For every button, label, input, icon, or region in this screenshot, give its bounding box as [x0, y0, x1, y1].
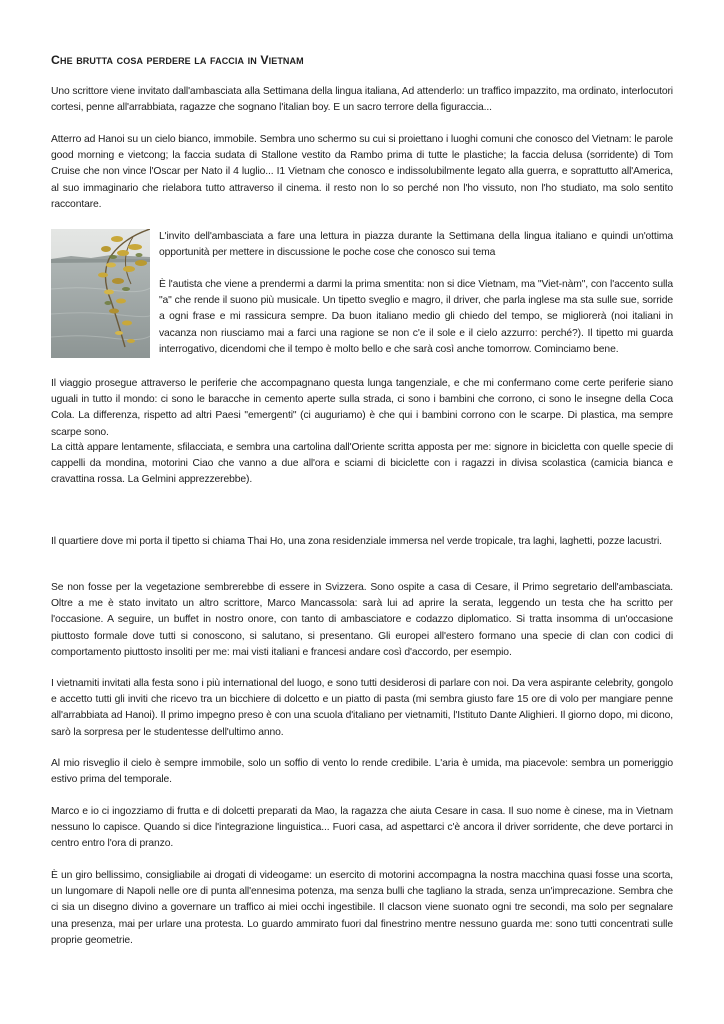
article-title: Che brutta cosa perdere la faccia in Vietnam	[51, 53, 304, 67]
paragraph-cesare: Se non fosse per la vegetazione sembrerebbe di essere in Svizzera. Sono ospite a casa di Cesare, il Primo segretario dell'ambasciata. Oltre a me è stato invitato un altro scrittore, Marco Mancassola: sarà lui ad aprire la serata, leggendo un testa che ha scritto per l'occasione. A seguire, un buffet in nostro onore, con tanto di ambasciatore e codazzo diplomatico. Si tratta insomma di un'occasione piuttosto formale dove tutti si conoscono, si salutano, si presentano. Gli europei all'estero formano una specie di clan con codici di comportamento piuttosto insoliti per me: mai visti italiani e francesi andare così d'accordo, per esempio.	[51, 582, 673, 658]
paragraph-thai-ho: Il quartiere dove mi porta il tipetto si chiama Thai Ho, una zona residenziale immersa nel verde tropicale, tra laghi, laghetti, pozze lacustri.	[51, 536, 662, 547]
paragraph-city: La città appare lentamente, sfilacciata, e sembra una cartolina dall'Oriente scritta apposta per me: signore in bicicletta con quelle specie di cappelli da mondina, motorini Ciao che vanno a due all'ora e sciami di biciclette con i ragazzi in divisa scolastica (camicia bianca e cravattina rossa. La Gelmini apprezzerebbe).	[51, 442, 673, 486]
paragraph-traffic: È un giro bellissimo, consigliabile ai drogati di videogame: un esercito di motorini accompagna la nostra macchina quasi fosse una scorta, un lungomare di Napoli nelle ore di punta all'ennesima potenza, ma senza bulli che tagliano la strada, senza un'imprecazione. Sembra che ci sia un disegno divino a governare un traffico ai miei occhi ingestibile. Il clacson viene suonato ogni tre secondi, ma solo per segnalare una presenza, mai per urlare una protesta. Lo guardo ammirato fuori dal finestrino mentre nessuno guarda me: sono tutti concentrati sulle proprie geometrie.	[51, 870, 673, 946]
paragraph-arrival: Atterro ad Hanoi su un cielo bianco, immobile. Sembra uno schermo su cui si proiettano i luoghi comuni che conosco del Vietnam: le parole good morning e vietcong; la faccia sudata di Stallone vestito da Rambo prima di tutte le plastiche; la faccia delusa (sorridente) di Tom Cruise che non vince l'Oscar per Nato il 4 luglio... I1 Vietnam che conosco e indissolubilmente legato alla guerra, e soprattutto all'America, al suo immaginario che rielabora tutto attraverso il cinema. il resto non lo so perché non l'ho vissuto, non l'ho studiato, ma solo sentito raccontare.	[51, 134, 673, 210]
paragraph-breakfast: Marco e io ci ingozziamo di frutta e di dolcetti preparati da Mao, la ragazza che aiuta Cesare in casa. Il suo nome è cinese, ma in Vietnam nessuno lo capisce. Quando si dice l'integrazione linguistica... Fuori casa, ad aspettarci c'è ancora il driver sorridente, che deve portarci in centro entro l'ora di pranzo.	[51, 806, 673, 850]
paragraph-suburbs: Il viaggio prosegue attraverso le periferie che accompagnano questa lunga tangenziale, e che mi confermano come certe periferie siano uguali in tutto il mondo: ci sono le baracche in cemento aperte sulla strada, ci sono i bambini che corrono, ci sono le insegne della Coca Cola. La differenza, rispetto ad altri Paesi "emergenti" (ci auguriamo) è che qui i bambini corrono con le scarpe. Di plastica, ma sempre scarpe sono.	[51, 378, 673, 438]
paragraph-awakening: Al mio risveglio il cielo è sempre immobile, solo un soffio di vento lo rende credibile. L'aria è umida, ma piacevole: sembra un pomeriggio estivo prima del temporale.	[51, 758, 673, 786]
lake-photo	[51, 229, 150, 358]
paragraph-intro: Uno scrittore viene invitato dall'ambasciata alla Settimana della lingua italiana, Ad attenderlo: un traffico impazzito, ma ordinato, interlocutori cortesi, penne all'arrabbiata, ragazze che sognano l'italian boy. E un sacro terrore della figuraccia...	[51, 86, 673, 114]
paragraph-driver: È l'autista che viene a prendermi a darmi la prima smentita: non si dice Vietnam, ma "Viet-nàm", con l'accento sulla "a" che rende il suono più musicale. Un tipetto sveglio e magro, il driver, che parla inglese ma sta sulle sue, sorride a ogni frase e mi rassicura sempre. Da buon italiano medio gli chiedo del tempo, se migliorerà (noi italiani in vacanza non riusciamo mai a farci una ragione se non c'e il sole e il cielo azzurro: perché?). Il tipetto mi guarda interrogativo, dicendomi che il tempo è molto bello e che sarà così anche tomorrow. Cominciamo bene.	[159, 279, 673, 355]
paragraph-invitation: L'invito dell'ambasciata a fare una lettura in piazza durante la Settimana della lingua italiano e quindi un'ottima opportunità per mettere in discussione le poche cose che conosco sui tema	[159, 231, 673, 259]
paragraph-vietnamese-guests: I vietnamiti invitati alla festa sono i più international del luogo, e sono tutti desiderosi di parlare con noi. Da vera aspirante celebrity, gongolo e accetto tutti gli inviti che ricevo tra un bicchiere di dolcetto e un piatto di pasta (mi sembra giusto fare 15 ore di volo per mangiare penne all'arrabbiata ad Hanoi). Il primo impegno preso è con una scuola d'italiano per vietnamiti, l'Istituto Dante Alighieri. Il giorno dopo, mi dicono, sarò la sorpresa per le studentesse dell'ultimo anno.	[51, 678, 673, 738]
